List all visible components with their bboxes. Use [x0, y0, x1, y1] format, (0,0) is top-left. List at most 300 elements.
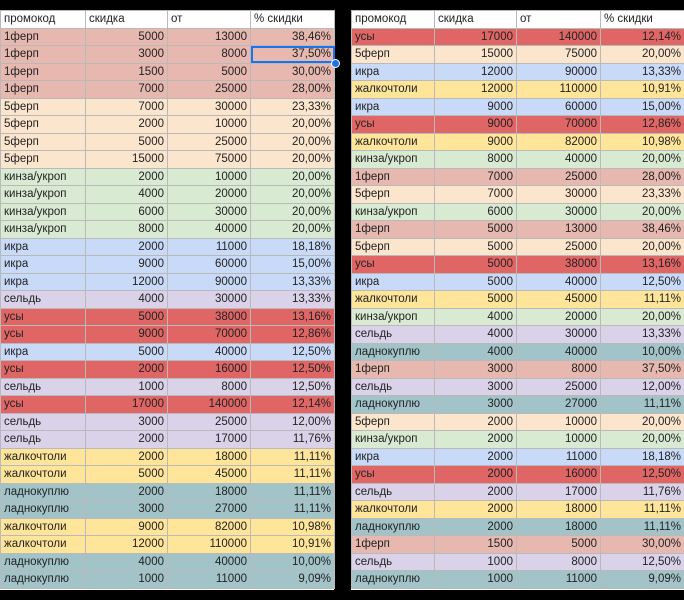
promo-code-cell[interactable]: 5ферп — [352, 46, 435, 64]
column-header[interactable]: % скидки — [251, 11, 335, 29]
threshold-cell[interactable]: 20000 — [168, 186, 251, 204]
percent-cell[interactable]: 15,00% — [251, 256, 335, 274]
promo-code-cell[interactable]: ладнокуплю — [1, 571, 86, 589]
percent-cell[interactable]: 10,91% — [601, 81, 684, 99]
percent-cell[interactable]: 12,50% — [601, 553, 684, 571]
promo-code-cell[interactable]: ладнокуплю — [352, 518, 435, 536]
promo-code-cell[interactable]: 1ферп — [352, 221, 435, 239]
threshold-cell[interactable]: 75000 — [517, 46, 601, 64]
discount-cell[interactable]: 7000 — [435, 186, 517, 204]
promo-code-cell[interactable]: ладнокуплю — [1, 483, 86, 501]
threshold-cell[interactable]: 25000 — [517, 238, 601, 256]
threshold-cell[interactable]: 30000 — [517, 203, 601, 221]
promo-code-cell[interactable]: 1ферп — [352, 168, 435, 186]
percent-cell[interactable]: 13,33% — [601, 326, 684, 344]
promo-code-cell[interactable]: сельдь — [1, 378, 86, 396]
table-row — [1, 571, 335, 589]
threshold-cell[interactable]: 8000 — [168, 46, 251, 64]
threshold-cell[interactable]: 140000 — [168, 396, 251, 414]
discount-cell[interactable]: 1500 — [435, 536, 517, 554]
discount-cell[interactable]: 9000 — [86, 256, 168, 274]
promo-code-cell[interactable]: 1ферп — [1, 81, 86, 99]
promo-code-cell[interactable]: 1ферп — [352, 536, 435, 554]
threshold-cell[interactable]: 27000 — [168, 501, 251, 519]
threshold-cell[interactable]: 18000 — [517, 501, 601, 519]
percent-cell[interactable]: 18,18% — [251, 238, 335, 256]
table-row — [352, 221, 684, 239]
discount-cell[interactable]: 2000 — [435, 483, 517, 501]
threshold-cell[interactable]: 5000 — [517, 536, 601, 554]
column-header[interactable]: скидка — [435, 11, 517, 29]
threshold-cell[interactable]: 70000 — [168, 326, 251, 344]
promo-code-cell[interactable]: сельдь — [352, 378, 435, 396]
threshold-cell[interactable]: 13000 — [168, 28, 251, 46]
threshold-cell[interactable]: 17000 — [168, 431, 251, 449]
table-row — [352, 168, 684, 186]
threshold-cell[interactable]: 10000 — [168, 168, 251, 186]
table-row — [1, 396, 335, 414]
percent-cell[interactable]: 30,00% — [251, 63, 335, 81]
promo-code-cell[interactable]: жалкочтоли — [352, 133, 435, 151]
table-row — [1, 28, 335, 46]
promo-code-cell[interactable]: усы — [1, 326, 86, 344]
threshold-cell[interactable]: 10000 — [517, 413, 601, 431]
discount-cell[interactable]: 15000 — [435, 46, 517, 64]
percent-cell[interactable]: 28,00% — [601, 168, 684, 186]
percent-cell[interactable]: 20,00% — [601, 238, 684, 256]
table-row — [1, 81, 335, 99]
promo-code-cell[interactable]: 1ферп — [1, 63, 86, 81]
table-row — [1, 553, 335, 571]
discount-cell[interactable]: 2000 — [435, 431, 517, 449]
threshold-cell[interactable]: 30000 — [517, 326, 601, 344]
discount-cell[interactable]: 6000 — [435, 203, 517, 221]
percent-cell[interactable]: 20,00% — [251, 116, 335, 134]
discount-cell[interactable]: 4000 — [86, 291, 168, 309]
promo-code-cell[interactable]: икра — [352, 273, 435, 291]
promo-code-cell[interactable]: сельдь — [1, 291, 86, 309]
percent-cell[interactable]: 12,86% — [251, 326, 335, 344]
right-sheet — [351, 10, 684, 590]
threshold-cell[interactable]: 45000 — [168, 466, 251, 484]
threshold-cell[interactable]: 16000 — [168, 361, 251, 379]
promo-code-cell[interactable]: 5ферп — [1, 151, 86, 169]
table-row — [1, 483, 335, 501]
discount-cell[interactable]: 5000 — [86, 343, 168, 361]
discount-cell[interactable]: 2000 — [86, 448, 168, 466]
discount-cell[interactable]: 2000 — [435, 413, 517, 431]
discount-cell[interactable]: 7000 — [86, 98, 168, 116]
promo-code-cell[interactable]: ладнокуплю — [1, 501, 86, 519]
percent-cell[interactable]: 12,14% — [601, 28, 684, 46]
promo-code-cell[interactable]: жалкочтоли — [352, 291, 435, 309]
discount-cell[interactable]: 9000 — [435, 133, 517, 151]
threshold-cell[interactable]: 40000 — [517, 343, 601, 361]
threshold-cell[interactable]: 25000 — [168, 81, 251, 99]
promo-code-cell[interactable]: 1ферп — [1, 46, 86, 64]
threshold-cell[interactable]: 8000 — [168, 378, 251, 396]
threshold-cell[interactable]: 40000 — [517, 151, 601, 169]
table-row — [1, 238, 335, 256]
threshold-cell[interactable]: 40000 — [168, 343, 251, 361]
percent-cell[interactable]: 11,11% — [601, 501, 684, 519]
threshold-cell[interactable]: 18000 — [517, 518, 601, 536]
discount-cell[interactable]: 12000 — [435, 81, 517, 99]
table-row — [352, 133, 684, 151]
percent-cell[interactable]: 18,18% — [601, 448, 684, 466]
promo-code-cell[interactable]: икра — [1, 273, 86, 291]
table-row — [352, 396, 684, 414]
threshold-cell[interactable]: 38000 — [517, 256, 601, 274]
percent-cell[interactable]: 13,16% — [601, 256, 684, 274]
promo-code-cell[interactable]: усы — [1, 361, 86, 379]
promo-code-cell[interactable]: икра — [352, 448, 435, 466]
threshold-cell[interactable]: 13000 — [517, 221, 601, 239]
percent-cell[interactable]: 37,50% — [251, 46, 335, 64]
percent-cell[interactable]: 11,11% — [251, 448, 335, 466]
fill-handle[interactable] — [331, 59, 340, 68]
discount-cell[interactable]: 9000 — [86, 518, 168, 536]
percent-cell[interactable]: 10,00% — [251, 553, 335, 571]
table-row — [1, 518, 335, 536]
discount-cell[interactable]: 2000 — [86, 483, 168, 501]
discount-cell[interactable]: 4000 — [435, 308, 517, 326]
threshold-cell[interactable]: 20000 — [517, 308, 601, 326]
percent-cell[interactable]: 13,16% — [251, 308, 335, 326]
percent-cell[interactable]: 23,33% — [251, 98, 335, 116]
promo-code-cell[interactable]: сельдь — [352, 553, 435, 571]
table-row — [352, 81, 684, 99]
threshold-cell[interactable]: 82000 — [517, 133, 601, 151]
promo-code-cell[interactable]: сельдь — [1, 413, 86, 431]
table-row — [1, 273, 335, 291]
percent-cell[interactable]: 10,00% — [601, 343, 684, 361]
discount-cell[interactable]: 3000 — [435, 361, 517, 379]
threshold-cell[interactable]: 90000 — [517, 63, 601, 81]
percent-cell[interactable]: 10,98% — [601, 133, 684, 151]
discount-cell[interactable]: 8000 — [86, 221, 168, 239]
discount-cell[interactable]: 1000 — [435, 571, 517, 589]
discount-cell[interactable]: 2000 — [86, 168, 168, 186]
percent-cell[interactable]: 11,11% — [601, 396, 684, 414]
promo-code-cell[interactable]: 5ферп — [352, 238, 435, 256]
promo-code-cell[interactable]: кинза/укроп — [1, 168, 86, 186]
percent-cell[interactable]: 11,11% — [251, 501, 335, 519]
percent-cell[interactable]: 10,98% — [251, 518, 335, 536]
threshold-cell[interactable]: 30000 — [168, 98, 251, 116]
percent-cell[interactable]: 12,50% — [251, 343, 335, 361]
discount-cell[interactable]: 8000 — [435, 151, 517, 169]
promo-code-cell[interactable]: жалкочтоли — [352, 501, 435, 519]
threshold-cell[interactable]: 60000 — [517, 98, 601, 116]
promo-code-cell[interactable]: усы — [1, 308, 86, 326]
threshold-cell[interactable]: 110000 — [168, 536, 251, 554]
promo-code-cell[interactable]: жалкочтоли — [352, 81, 435, 99]
discount-cell[interactable]: 5000 — [435, 291, 517, 309]
discount-cell[interactable]: 3000 — [435, 396, 517, 414]
promo-code-cell[interactable]: икра — [1, 256, 86, 274]
table-row — [1, 203, 335, 221]
threshold-cell[interactable]: 18000 — [168, 483, 251, 501]
discount-cell[interactable]: 1000 — [435, 553, 517, 571]
promo-code-cell[interactable]: сельдь — [352, 483, 435, 501]
threshold-cell[interactable]: 38000 — [168, 308, 251, 326]
discount-cell[interactable]: 5000 — [435, 273, 517, 291]
percent-cell[interactable]: 20,00% — [601, 203, 684, 221]
threshold-cell[interactable]: 30000 — [168, 203, 251, 221]
percent-cell[interactable]: 12,50% — [601, 466, 684, 484]
percent-cell[interactable]: 23,33% — [601, 186, 684, 204]
discount-cell[interactable]: 3000 — [86, 413, 168, 431]
percent-cell[interactable]: 13,33% — [601, 63, 684, 81]
discount-cell[interactable]: 5000 — [86, 133, 168, 151]
threshold-cell[interactable]: 10000 — [517, 431, 601, 449]
threshold-cell[interactable]: 75000 — [168, 151, 251, 169]
table-row — [1, 448, 335, 466]
promo-code-cell[interactable]: жалкочтоли — [1, 448, 86, 466]
discount-cell[interactable]: 5000 — [86, 28, 168, 46]
discount-cell[interactable]: 5000 — [435, 256, 517, 274]
table-row — [352, 536, 684, 554]
percent-cell[interactable]: 20,00% — [251, 133, 335, 151]
percent-cell[interactable]: 12,86% — [601, 116, 684, 134]
percent-cell[interactable]: 12,50% — [251, 361, 335, 379]
threshold-cell[interactable]: 25000 — [517, 378, 601, 396]
percent-cell[interactable]: 28,00% — [251, 81, 335, 99]
column-header[interactable]: промокод — [352, 11, 435, 29]
discount-cell[interactable]: 7000 — [435, 168, 517, 186]
percent-cell[interactable]: 12,50% — [251, 378, 335, 396]
threshold-cell[interactable]: 45000 — [517, 291, 601, 309]
threshold-cell[interactable]: 11000 — [517, 448, 601, 466]
promo-code-cell[interactable]: усы — [352, 256, 435, 274]
threshold-cell[interactable]: 30000 — [168, 291, 251, 309]
threshold-cell[interactable]: 140000 — [517, 28, 601, 46]
promo-code-cell[interactable]: ладнокуплю — [1, 553, 86, 571]
promo-code-cell[interactable]: ладнокуплю — [352, 396, 435, 414]
discount-cell[interactable]: 1000 — [86, 571, 168, 589]
threshold-cell[interactable]: 25000 — [168, 133, 251, 151]
percent-cell[interactable]: 11,11% — [601, 291, 684, 309]
percent-cell[interactable]: 11,76% — [601, 483, 684, 501]
discount-cell[interactable]: 4000 — [435, 343, 517, 361]
discount-cell[interactable]: 4000 — [86, 186, 168, 204]
percent-cell[interactable]: 20,00% — [251, 203, 335, 221]
threshold-cell[interactable]: 11000 — [168, 238, 251, 256]
promo-code-cell[interactable]: 5ферп — [352, 413, 435, 431]
threshold-cell[interactable]: 16000 — [517, 466, 601, 484]
percent-cell[interactable]: 20,00% — [251, 186, 335, 204]
discount-cell[interactable]: 5000 — [435, 238, 517, 256]
table-row — [352, 361, 684, 379]
discount-cell[interactable]: 3000 — [86, 46, 168, 64]
column-header[interactable]: промокод — [1, 11, 86, 29]
threshold-cell[interactable]: 8000 — [517, 553, 601, 571]
threshold-cell[interactable]: 40000 — [517, 273, 601, 291]
percent-cell[interactable]: 20,00% — [601, 46, 684, 64]
discount-cell[interactable]: 15000 — [86, 151, 168, 169]
percent-cell[interactable]: 20,00% — [251, 221, 335, 239]
threshold-cell[interactable]: 30000 — [517, 186, 601, 204]
table-row — [1, 501, 335, 519]
promo-code-cell[interactable]: кинза/укроп — [1, 203, 86, 221]
promo-code-cell[interactable]: 5ферп — [352, 186, 435, 204]
promo-code-cell[interactable]: икра — [1, 238, 86, 256]
promo-code-cell[interactable]: кинза/укроп — [352, 431, 435, 449]
percent-cell[interactable]: 20,00% — [601, 431, 684, 449]
discount-cell[interactable]: 9000 — [435, 116, 517, 134]
percent-cell[interactable]: 20,00% — [251, 168, 335, 186]
percent-cell[interactable]: 9,09% — [601, 571, 684, 589]
discount-cell[interactable]: 2000 — [86, 431, 168, 449]
threshold-cell[interactable]: 70000 — [517, 116, 601, 134]
promo-code-cell[interactable]: икра — [352, 98, 435, 116]
table-row — [1, 168, 335, 186]
discount-cell[interactable]: 1500 — [86, 63, 168, 81]
percent-cell[interactable]: 11,11% — [251, 466, 335, 484]
percent-cell[interactable]: 12,50% — [601, 273, 684, 291]
discount-cell[interactable]: 12000 — [86, 273, 168, 291]
percent-cell[interactable]: 20,00% — [251, 151, 335, 169]
threshold-cell[interactable]: 5000 — [168, 63, 251, 81]
percent-cell[interactable]: 38,46% — [601, 221, 684, 239]
threshold-cell[interactable]: 60000 — [168, 256, 251, 274]
discount-cell[interactable]: 7000 — [86, 81, 168, 99]
percent-cell[interactable]: 11,11% — [601, 518, 684, 536]
column-header[interactable]: от — [517, 11, 601, 29]
percent-cell[interactable]: 9,09% — [251, 571, 335, 589]
discount-cell[interactable]: 12000 — [86, 536, 168, 554]
right-header-row — [352, 11, 684, 29]
percent-cell[interactable]: 20,00% — [601, 413, 684, 431]
table-row — [352, 326, 684, 344]
discount-cell[interactable]: 5000 — [86, 308, 168, 326]
promo-code-cell[interactable]: кинза/укроп — [352, 151, 435, 169]
table-row — [352, 238, 684, 256]
threshold-cell[interactable]: 8000 — [517, 361, 601, 379]
column-header[interactable]: скидка — [86, 11, 168, 29]
promo-code-cell[interactable]: кинза/укроп — [352, 203, 435, 221]
threshold-cell[interactable]: 25000 — [168, 413, 251, 431]
discount-cell[interactable]: 17000 — [86, 396, 168, 414]
promo-code-cell[interactable]: 5ферп — [1, 116, 86, 134]
threshold-cell[interactable]: 17000 — [517, 483, 601, 501]
discount-cell[interactable]: 4000 — [86, 553, 168, 571]
promo-code-cell[interactable]: усы — [1, 396, 86, 414]
percent-cell[interactable]: 37,50% — [601, 361, 684, 379]
percent-cell[interactable]: 13,33% — [251, 291, 335, 309]
promo-code-cell[interactable]: кинза/укроп — [1, 221, 86, 239]
promo-code-cell[interactable]: ладнокуплю — [352, 571, 435, 589]
promo-code-cell[interactable]: ладнокуплю — [352, 343, 435, 361]
discount-cell[interactable]: 6000 — [86, 203, 168, 221]
promo-code-cell[interactable]: сельдь — [352, 326, 435, 344]
percent-cell[interactable]: 30,00% — [601, 536, 684, 554]
table-row — [352, 501, 684, 519]
threshold-cell[interactable]: 11000 — [168, 571, 251, 589]
promo-code-cell[interactable]: сельдь — [1, 431, 86, 449]
discount-cell[interactable]: 2000 — [435, 501, 517, 519]
promo-code-cell[interactable]: 5ферп — [1, 133, 86, 151]
percent-cell[interactable]: 12,00% — [601, 378, 684, 396]
left-promo-table — [0, 10, 335, 589]
threshold-cell[interactable]: 11000 — [517, 571, 601, 589]
percent-cell[interactable]: 10,91% — [251, 536, 335, 554]
promo-code-cell[interactable]: жалкочтоли — [1, 518, 86, 536]
promo-code-cell[interactable]: кинза/укроп — [1, 186, 86, 204]
promo-code-cell[interactable]: усы — [352, 116, 435, 134]
discount-cell[interactable]: 5000 — [435, 221, 517, 239]
promo-code-cell[interactable]: 5ферп — [1, 98, 86, 116]
percent-cell[interactable]: 38,46% — [251, 28, 335, 46]
table-row — [1, 361, 335, 379]
promo-code-cell[interactable]: жалкочтоли — [1, 536, 86, 554]
promo-code-cell[interactable]: жалкочтоли — [1, 466, 86, 484]
promo-code-cell[interactable]: 1ферп — [1, 28, 86, 46]
threshold-cell[interactable]: 40000 — [168, 553, 251, 571]
promo-code-cell[interactable]: кинза/укроп — [352, 308, 435, 326]
threshold-cell[interactable]: 82000 — [168, 518, 251, 536]
table-row — [1, 536, 335, 554]
percent-cell[interactable]: 20,00% — [601, 308, 684, 326]
table-row — [352, 553, 684, 571]
promo-code-cell[interactable]: икра — [352, 63, 435, 81]
percent-cell[interactable]: 12,00% — [251, 413, 335, 431]
discount-cell[interactable]: 2000 — [86, 361, 168, 379]
discount-cell[interactable]: 17000 — [435, 28, 517, 46]
threshold-cell[interactable]: 40000 — [168, 221, 251, 239]
percent-cell[interactable]: 13,33% — [251, 273, 335, 291]
promo-code-cell[interactable]: усы — [352, 28, 435, 46]
threshold-cell[interactable]: 90000 — [168, 273, 251, 291]
discount-cell[interactable]: 9000 — [435, 98, 517, 116]
percent-cell[interactable]: 12,14% — [251, 396, 335, 414]
column-header[interactable]: от — [168, 11, 251, 29]
table-row — [352, 46, 684, 64]
column-header[interactable]: % скидки — [601, 11, 684, 29]
discount-cell[interactable]: 4000 — [435, 326, 517, 344]
discount-cell[interactable]: 1000 — [86, 378, 168, 396]
threshold-cell[interactable]: 18000 — [168, 448, 251, 466]
discount-cell[interactable]: 2000 — [435, 518, 517, 536]
promo-code-cell[interactable]: 1ферп — [352, 361, 435, 379]
promo-code-cell[interactable]: усы — [352, 466, 435, 484]
discount-cell[interactable]: 12000 — [435, 63, 517, 81]
percent-cell[interactable]: 11,76% — [251, 431, 335, 449]
percent-cell[interactable]: 20,00% — [601, 151, 684, 169]
table-row — [352, 483, 684, 501]
threshold-cell[interactable]: 10000 — [168, 116, 251, 134]
table-row — [1, 308, 335, 326]
table-row — [352, 151, 684, 169]
discount-cell[interactable]: 3000 — [435, 378, 517, 396]
percent-cell[interactable]: 11,11% — [251, 483, 335, 501]
discount-cell[interactable]: 2000 — [86, 116, 168, 134]
discount-cell[interactable]: 3000 — [86, 501, 168, 519]
threshold-cell[interactable]: 27000 — [517, 396, 601, 414]
percent-cell[interactable]: 15,00% — [601, 98, 684, 116]
discount-cell[interactable]: 5000 — [86, 466, 168, 484]
discount-cell[interactable]: 2000 — [435, 448, 517, 466]
threshold-cell[interactable]: 110000 — [517, 81, 601, 99]
discount-cell[interactable]: 9000 — [86, 326, 168, 344]
discount-cell[interactable]: 2000 — [86, 238, 168, 256]
table-row — [352, 343, 684, 361]
table-row — [352, 63, 684, 81]
discount-cell[interactable]: 2000 — [435, 466, 517, 484]
promo-code-cell[interactable]: икра — [1, 343, 86, 361]
threshold-cell[interactable]: 25000 — [517, 168, 601, 186]
